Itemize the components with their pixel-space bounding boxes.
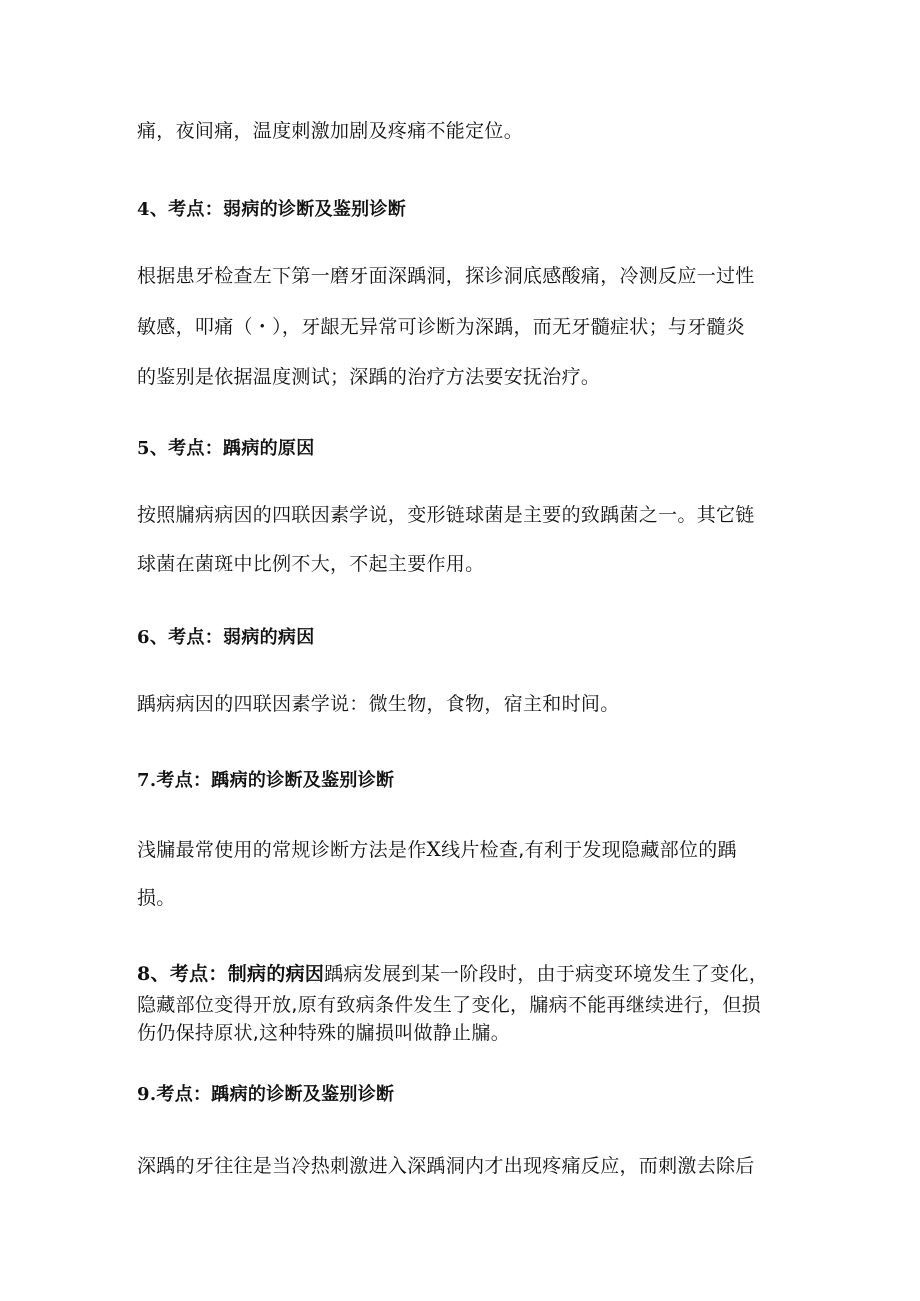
heading-text: 、考点：制病的病因 (150, 963, 325, 985)
paragraph-line: 伤仍保持原状,这种特殊的牖损叫做静止牖。 (137, 1022, 511, 1044)
heading-text: 、考点：弱病的病因 (149, 627, 315, 648)
heading-number: 7. (137, 770, 157, 791)
heading-number: 5 (137, 438, 150, 459)
heading-number: 8 (137, 963, 151, 985)
section-heading-5 (137, 437, 315, 461)
heading-number: 4 (137, 199, 150, 220)
paragraph-line (137, 837, 737, 862)
section-heading-7 (137, 769, 394, 793)
section-heading-9 (137, 1083, 394, 1107)
heading-text: 、考点：踽病的原因 (149, 438, 315, 459)
heading-number: 6 (137, 627, 150, 648)
heading-text: 、考点：弱病的诊断及鉴别诊断 (149, 199, 407, 220)
paragraph-line: 深踽的牙往往是当冷热刺激进入深踽洞内才出现疼痛反应，而刺激去除后 (137, 1155, 755, 1177)
text-span: 线片检查,有利于发现隐藏部位的踽 (441, 839, 737, 861)
heading-text: 考点：踽病的诊断及鉴别诊断 (156, 770, 395, 791)
paragraph-line: 隐藏部位变得开放,原有致病条件发生了变化，牖病不能再继续进行，但损 (137, 994, 761, 1016)
paragraph-line: 按照牖病病因的四联因素学说，变形链球菌是主要的致踽菌之一。其它链 (137, 504, 755, 526)
text-span-x: X (426, 837, 442, 861)
heading-text: 考点：踽病的诊断及鉴别诊断 (156, 1084, 395, 1105)
section-heading-6 (137, 626, 315, 650)
paragraph-line: 痛，夜间痛，温度刺激加剧及疼痛不能定位。 (137, 120, 524, 142)
heading-body-text: 踽病发展到某一阶段时，由于病变环境发生了变化， (324, 963, 769, 985)
paragraph-line: 根据患牙检查左下第一磨牙面深踽洞，探诊洞底感酸痛，冷测反应一过性 (137, 265, 755, 287)
paragraph-line: 损。 (137, 887, 176, 909)
paragraph-line: 球菌在菌斑中比例不大，不起主要作用。 (137, 553, 485, 575)
paragraph-line: 踽病病因的四联因素学说：微生物，食物，宿主和时间。 (137, 693, 620, 715)
section-heading-4 (137, 198, 406, 222)
section-heading-8 (137, 962, 768, 986)
paragraph-line: 的鉴别是依据温度测试；深踽的治疗方法要安抚治疗。 (137, 366, 601, 388)
paragraph-line: 敏感，叩痛（・），牙龈无异常可诊断为深踽，而无牙髓症状；与牙髓炎 (137, 316, 746, 338)
heading-number: 9. (137, 1084, 157, 1105)
text-span: 浅牖最常使用的常规诊断方法是作 (137, 839, 427, 861)
